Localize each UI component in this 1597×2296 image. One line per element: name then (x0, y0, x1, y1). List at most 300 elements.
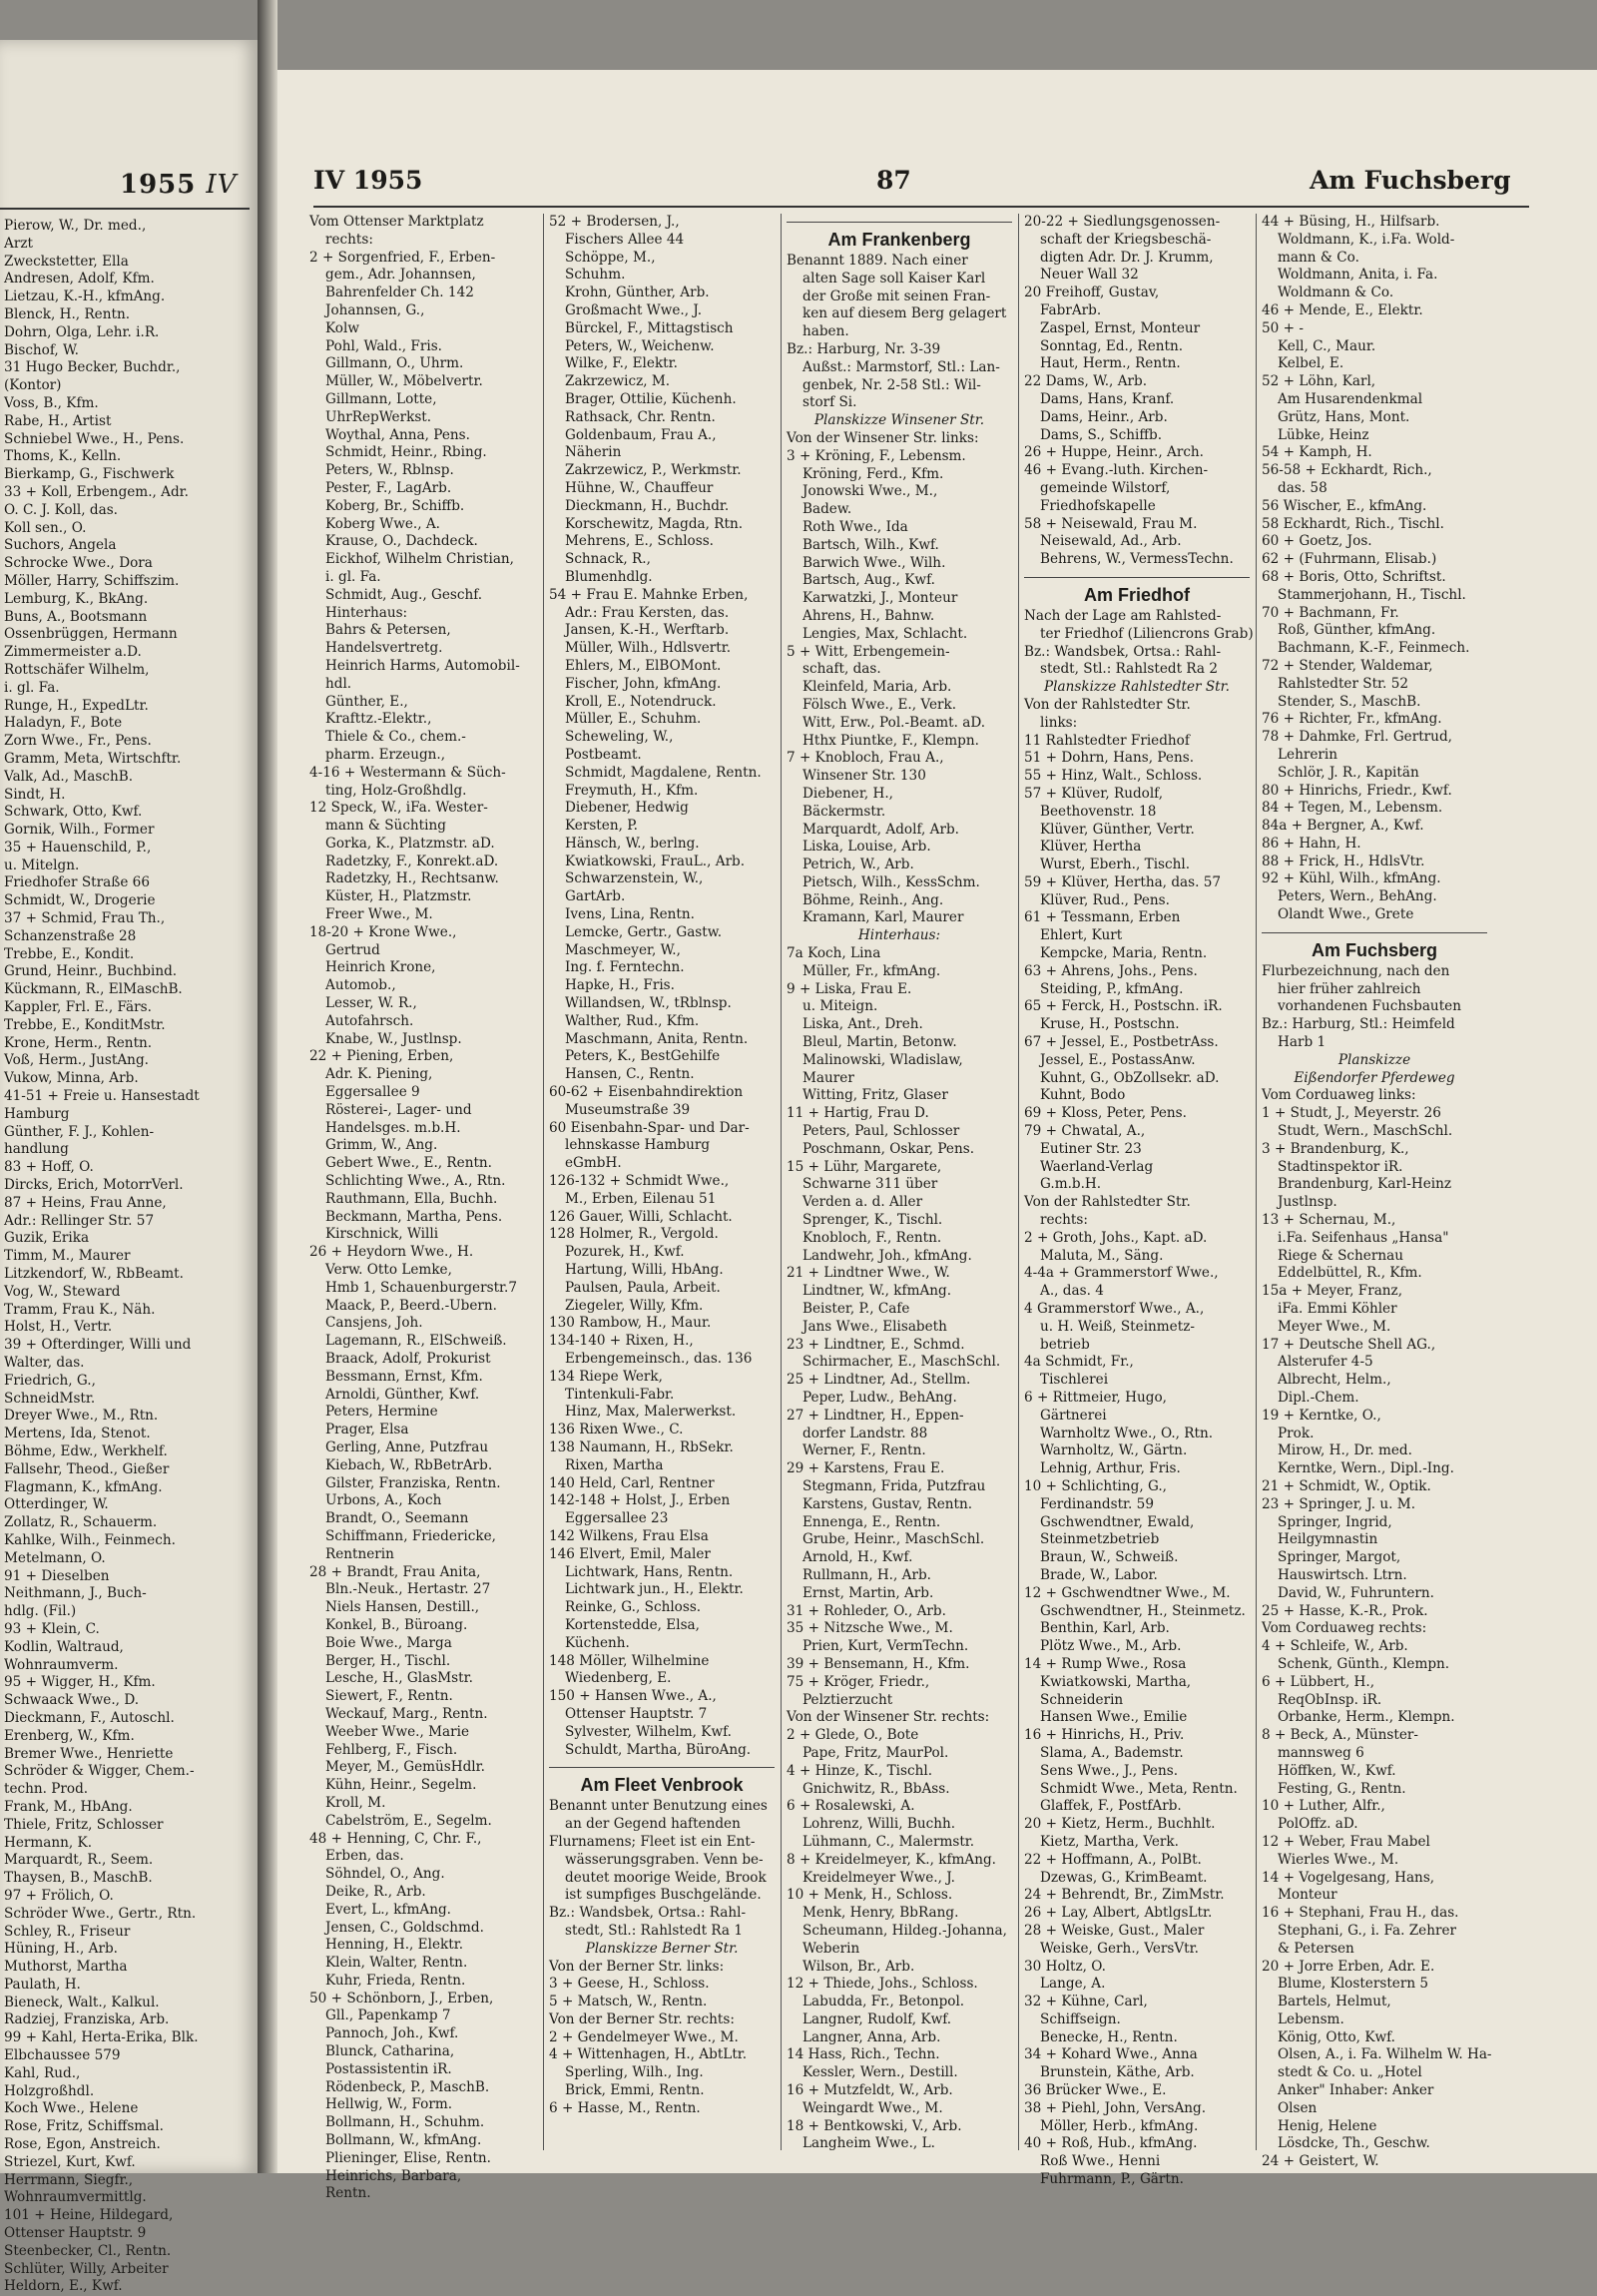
directory-entry: Mirow, H., Dr. med. (1278, 1442, 1412, 1459)
directory-entry: FabrArb. (1040, 301, 1102, 318)
directory-entry: Karstens, Gustav, Rentn. (802, 1495, 973, 1512)
directory-entry: Niels Hansen, Destill., (325, 1599, 480, 1616)
directory-entry: Bäckermstr. (802, 803, 886, 820)
directory-entry: Schiffseign. (1040, 2010, 1121, 2027)
directory-entry: Küster, H., Platzmstr. (325, 888, 472, 905)
directory-entry: 146 Elvert, Emil, Maler (549, 1545, 711, 1562)
directory-entry: Schrocke Wwe., Dora (4, 555, 153, 572)
directory-entry: Radetzky, H., Rechtsanw. (325, 870, 499, 887)
directory-entry: 79 + Chwatal, A., (1024, 1123, 1146, 1140)
directory-entry: Krafttz.-Elektr., (325, 711, 432, 728)
directory-entry: Bz.: Harburg, Stl.: Heimfeld (1262, 1016, 1455, 1033)
directory-entry: Weeber Wwe., Marie (325, 1723, 470, 1740)
directory-entry: PolOffz. aD. (1278, 1816, 1358, 1833)
directory-entry: Poschmann, Oskar, Pens. (802, 1140, 975, 1157)
directory-entry: Bessmann, Ernst, Kfm. (325, 1368, 483, 1385)
directory-entry: 6 + Rittmeier, Hugo, (1024, 1390, 1167, 1406)
directory-entry: Tischlerei (1040, 1372, 1109, 1389)
directory-entry: Langner, Rudolf, Kwf. (802, 2010, 952, 2027)
directory-entry: Peters, K., BestGehilfe (565, 1048, 721, 1065)
directory-entry: Kelbel, E. (1278, 355, 1344, 372)
directory-entry: Dieckmann, H., Buchdr. (565, 497, 730, 514)
directory-entry: 50 + Schönborn, J., Erben, (309, 1990, 494, 2007)
directory-entry: Brandenburg, Karl-Heinz (1278, 1176, 1452, 1193)
directory-entry: Benannt unter Benutzung eines (549, 1798, 768, 1815)
street-heading: Am Fuchsberg (1262, 932, 1487, 963)
directory-entry: Braun, W., Schweiß. (1040, 1549, 1179, 1566)
directory-entry: Meyer Wwe., M. (1278, 1318, 1391, 1335)
directory-entry: hier früher zahlreich (1278, 980, 1421, 997)
directory-entry: Bieneck, Walt., Kalkul. (4, 1994, 160, 2010)
directory-entry: Monteur (1278, 1887, 1337, 1904)
directory-entry: 4 + Hinze, K., Tischl. (787, 1762, 933, 1779)
directory-entry: 14 + Vogelgesang, Hans, (1262, 1869, 1435, 1886)
directory-entry: 7 + Knobloch, Frau A., (787, 750, 944, 767)
directory-entry: Neisewald, Ad., Arb. (1040, 533, 1182, 550)
directory-entry: Ahrens, H., Bahnw. (802, 607, 935, 624)
directory-entry: 22 Dams, W., Arb. (1024, 373, 1148, 390)
directory-entry: Brager, Ottilie, Küchenh. (565, 390, 737, 407)
directory-entry: Pester, F., LagArb. (325, 479, 452, 496)
directory-entry: 20 + Jorre Erben, Adr. E. (1262, 1958, 1435, 1975)
left-header-year: 1955 (120, 170, 197, 200)
directory-entry: 126 Gauer, Willi, Schlacht. (549, 1208, 733, 1225)
directory-entry: 28 + Weiske, Gust., Maler (1024, 1922, 1205, 1939)
directory-entry: Paulsen, Paula, Arbeit. (565, 1279, 721, 1296)
directory-entry: Landwehr, Joh., kfmAng. (802, 1247, 972, 1264)
directory-entry: Fallsehr, Theod., Gießer (4, 1460, 170, 1477)
directory-entry: Koll sen., O. (4, 519, 87, 536)
directory-entry: Bz.: Wandsbek, Ortsa.: Rahl- (1024, 643, 1222, 660)
directory-entry: Konkel, B., Büroang. (325, 1616, 468, 1633)
directory-entry: Rahlstedter Str. 52 (1278, 675, 1408, 692)
directory-entry: Freer Wwe., M. (325, 906, 433, 923)
directory-entry: storf Si. (802, 394, 857, 411)
directory-entry: 126-132 + Schmidt Wwe., (549, 1173, 730, 1190)
directory-entry: Ossenbrüggen, Hermann (4, 626, 178, 643)
directory-entry: Stephani, G., i. Fa. Zehrer (1278, 1922, 1456, 1939)
directory-entry: Gornik, Wilh., Former (4, 822, 155, 839)
directory-entry: 57 + Klüver, Rudolf, (1024, 785, 1164, 802)
directory-entry: 76 + Richter, Fr., kfmAng. (1262, 711, 1442, 728)
directory-entry: SchneidMstr. (4, 1390, 96, 1407)
directory-entry: 44 + Büsing, H., Hilfsarb. (1262, 214, 1440, 230)
directory-entry: 99 + Kahl, Herta-Erika, Blk. (4, 2029, 199, 2046)
directory-entry: Cabelström, E., Segelm. (325, 1812, 492, 1829)
directory-entry: Bürckel, F., Mittagstisch (565, 319, 734, 336)
directory-entry: Benannt 1889. Nach einer (787, 253, 968, 269)
directory-entry: der Große mit seinen Fran- (802, 287, 991, 304)
directory-entry: Gorka, K., Platzmstr. aD. (325, 835, 495, 852)
directory-entry: 16 + Hinrichs, H., Priv. (1024, 1727, 1185, 1744)
directory-entry: Kappler, Frl. E., Färs. (4, 999, 152, 1016)
directory-entry: Dreyer Wwe., M., Rtn. (4, 1408, 159, 1425)
directory-entry: 27 + Lindtner, H., Eppen- (787, 1407, 964, 1424)
directory-entry: ReqObInsp. iR. (1278, 1691, 1382, 1708)
directory-entry: Bremer Wwe., Henriette (4, 1745, 174, 1762)
directory-entry: Kuhnt, Bodo (1040, 1087, 1126, 1104)
directory-entry: Sylvester, Wilhelm, Kwf. (565, 1723, 732, 1740)
directory-entry: 140 Held, Carl, Rentner (549, 1474, 715, 1491)
directory-entry: Riege & Schernau (1278, 1247, 1403, 1264)
section-note: Planskizze Berner Str. (585, 1940, 739, 1957)
directory-entry: Albrecht, Helm., (1278, 1372, 1391, 1389)
directory-entry: Roß Wwe., Henni (1040, 2153, 1161, 2170)
directory-entry: 148 Möller, Wilhelmine (549, 1652, 710, 1669)
directory-entry: Bz.: Wandsbek, Ortsa.: Rahl- (549, 1905, 747, 1922)
column-divider (1256, 214, 1257, 2150)
directory-entry: Pohl, Wald., Fris. (325, 337, 443, 354)
directory-entry: 8 + Kreidelmeyer, K., kfmAng. (787, 1851, 996, 1868)
directory-entry: 65 + Ferck, H., Postschn. iR. (1024, 998, 1223, 1015)
directory-entry: 52 + Brodersen, J., (549, 214, 680, 230)
directory-entry: Langheim Wwe., L. (802, 2135, 935, 2152)
directory-entry: Trebbe, E., Kondit. (4, 945, 135, 962)
directory-entry: iFa. Emmi Köhler (1278, 1301, 1397, 1318)
directory-entry: Adr.: Rellinger Str. 57 (4, 1212, 155, 1229)
directory-entry: 10 + Schlichting, G., (1024, 1477, 1167, 1494)
directory-entry: 18-20 + Krone Wwe., (309, 923, 457, 940)
directory-entry: Koch Wwe., Helene (4, 2100, 139, 2117)
directory-entry: (Kontor) (4, 377, 62, 394)
directory-column-5 (1262, 214, 1492, 2171)
left-page (0, 40, 258, 2295)
directory-entry: Schanzenstraße 28 (4, 927, 137, 944)
directory-entry: 10 + Luther, Alfr., (1262, 1798, 1385, 1815)
directory-entry: 11 + Hartig, Frau D. (787, 1105, 929, 1122)
directory-entry: Blume, Klosterstern 5 (1278, 1976, 1429, 1993)
directory-entry: Metelmann, O. (4, 1549, 106, 1566)
directory-entry: Vom Corduaweg links: (1262, 1087, 1416, 1104)
directory-entry: 14 Hass, Rich., Techn. (787, 2046, 940, 2063)
directory-entry: Kleinfeld, Maria, Arb. (802, 679, 952, 696)
directory-entry: Ing. f. Ferntechn. (565, 959, 685, 976)
directory-entry: 128 Holmer, R., Vergold. (549, 1226, 719, 1243)
directory-entry: 11 Rahlstedter Friedhof (1024, 732, 1190, 749)
directory-entry: Kreidelmeyer Wwe., J. (802, 1869, 955, 1886)
directory-entry: Eddelbüttel, R., Kfm. (1278, 1265, 1422, 1282)
directory-entry: Postassistentin iR. (325, 2060, 452, 2077)
directory-entry: Anker" Inhaber: Anker (1278, 2082, 1434, 2099)
directory-entry: Behrens, W., VermessTechn. (1040, 551, 1234, 568)
directory-entry: 46 + Evang.-luth. Kirchen- (1024, 462, 1209, 479)
directory-entry: Schwaack Wwe., D. (4, 1692, 140, 1709)
directory-entry: alten Sage soll Kaiser Karl (802, 270, 986, 287)
directory-entry: Handelsvertretg. (325, 640, 443, 657)
directory-entry: Kessler, Wern., Destill. (802, 2064, 958, 2081)
directory-entry: Ziegeler, Willy, Kfm. (565, 1297, 704, 1314)
directory-entry: eGmbH. (565, 1155, 622, 1172)
directory-entry: 75 + Kröger, Friedr., (787, 1673, 930, 1690)
directory-entry: Siewert, F., Rentn. (325, 1688, 453, 1705)
directory-entry: Gillmann, Lotte, (325, 390, 437, 407)
column-divider (543, 214, 544, 2150)
directory-entry: an der Gegend haftenden (565, 1816, 741, 1833)
directory-entry: Lindtner, W., kfmAng. (802, 1283, 952, 1300)
directory-entry: Schwarne 311 über (802, 1176, 938, 1193)
directory-entry: hdlg. (Fil.) (4, 1603, 77, 1620)
directory-entry: G.m.b.H. (1040, 1176, 1102, 1193)
directory-entry: Jensen, C., Goldschmd. (325, 1919, 484, 1936)
directory-entry: Adr.: Frau Kersten, das. (565, 604, 730, 621)
directory-entry: Gärtnerei (1040, 1407, 1107, 1424)
column-divider (781, 214, 782, 2150)
directory-entry: Orbanke, Herm., Klempn. (1278, 1709, 1455, 1726)
directory-entry: Karwatzki, J., Monteur (802, 590, 958, 607)
directory-entry: Schlör, J. R., Kapitän (1278, 764, 1419, 781)
directory-entry: schaft, das. (802, 661, 881, 678)
directory-entry: Ottenser Hauptstr. 7 (565, 1705, 708, 1722)
directory-entry: 83 + Hoff, O. (4, 1159, 94, 1176)
right-header-street: Am Fuchsberg (1310, 166, 1511, 195)
directory-entry: 20-22 + Siedlungsgenossen- (1024, 214, 1221, 230)
directory-entry: Hellwig, W., Form. (325, 2096, 453, 2113)
directory-entry: M., Erben, Eilenau 51 (565, 1190, 717, 1207)
directory-entry: 136 Rixen Wwe., C. (549, 1422, 684, 1438)
directory-entry: Zakrzewicz, M. (565, 373, 671, 390)
directory-entry: Bartsch, Wilh., Kwf. (802, 536, 939, 553)
directory-entry: 95 + Wigger, H., Kfm. (4, 1674, 156, 1691)
directory-entry: Haladyn, F., Bote (4, 715, 123, 732)
directory-entry: Petrich, W., Arb. (802, 857, 914, 873)
directory-entry: Fischer, John, kfmAng. (565, 675, 722, 692)
directory-entry: Bleul, Martin, Betonw. (802, 1034, 957, 1051)
directory-entry: Heinrich Krone, (325, 959, 436, 976)
directory-entry: Kühn, Heinr., Segelm. (325, 1777, 477, 1794)
directory-entry: Dams, S., Schiffb. (1040, 426, 1163, 443)
directory-entry: Kempcke, Maria, Rentn. (1040, 945, 1208, 962)
directory-entry: Suchors, Angela (4, 537, 117, 554)
section-note: Planskizze Winsener Str. (813, 412, 985, 429)
directory-entry: 84a + Bergner, A., Kwf. (1262, 818, 1424, 835)
directory-entry: ting, Holz-Großhdlg. (325, 782, 467, 799)
directory-entry: 97 + Frölich, O. (4, 1887, 114, 1904)
directory-entry: 4 Grammerstorf Wwe., A., (1024, 1301, 1205, 1318)
directory-entry: 138 Naumann, H., RbSekr. (549, 1438, 734, 1455)
section-note: Hinterhaus: (857, 927, 941, 944)
directory-entry: Großmacht Wwe., J. (565, 301, 703, 318)
directory-entry: Woythal, Anna, Pens. (325, 426, 470, 443)
directory-entry: Friedhofskapelle (1040, 497, 1156, 514)
directory-entry: Peters, W., Weichenw. (565, 337, 715, 354)
directory-entry: 15 + Lühr, Margarete, (787, 1158, 942, 1175)
directory-entry: Lietzau, K.-H., kfmAng. (4, 288, 166, 305)
directory-entry: Pelztierzucht (802, 1691, 893, 1708)
directory-entry: Lübke, Heinz (1278, 426, 1369, 443)
directory-entry: digten Adr. Dr. J. Krumm, (1040, 249, 1214, 266)
directory-entry: Rathsack, Chr. Rentn. (565, 408, 716, 425)
directory-entry: 8 + Beck, A., Münster- (1262, 1727, 1418, 1744)
directory-entry: Günther, F. J., Kohlen- (4, 1123, 155, 1140)
directory-entry: genbek, Nr. 2-58 Stl.: Wil- (802, 376, 981, 393)
directory-entry: Menk, Henry, BbRang. (802, 1905, 959, 1922)
directory-entry: Zweckstetter, Ella (4, 253, 129, 270)
directory-entry: Pietsch, Wilh., KessSchm. (802, 873, 980, 890)
directory-entry: Labudda, Fr., Betonpol. (802, 1994, 965, 2010)
directory-entry: hdl. (325, 675, 352, 692)
directory-entry: Olsen, A., i. Fa. Wilhelm W. Ha- (1278, 2046, 1492, 2063)
directory-entry: Hüning, H., Arb. (4, 1941, 118, 1958)
directory-entry: 16 + Stephani, Frau H., das. (1262, 1905, 1459, 1922)
directory-entry: 56 Wischer, E., kfmAng. (1262, 497, 1427, 514)
directory-entry: 4-16 + Westermann & Süch- (309, 764, 506, 781)
directory-entry: u. Miteign. (802, 998, 878, 1015)
directory-entry: Koberg, Br., Schiffb. (325, 497, 465, 514)
directory-entry: Langner, Anna, Arb. (802, 2028, 941, 2045)
directory-entry: Justlnsp. (1278, 1194, 1337, 1211)
directory-entry: Guzik, Erika (4, 1230, 90, 1247)
directory-entry: Neithmann, J., Buch- (4, 1585, 147, 1602)
directory-entry: Bz.: Harburg, Nr. 3-39 (787, 340, 941, 357)
directory-entry: Springer, Ingrid, (1278, 1513, 1392, 1530)
directory-entry: Plieninger, Elise, Rentn. (325, 2149, 491, 2166)
section-note: Planskizze Rahlstedter Str. (1044, 679, 1230, 696)
directory-entry: Gramm, Meta, Wirtschftr. (4, 750, 182, 767)
directory-entry: Ferdinandstr. 59 (1040, 1495, 1154, 1512)
directory-entry: 150 + Hansen Wwe., A., (549, 1688, 717, 1705)
directory-entry: Litzkendorf, W., RbBeamt. (4, 1266, 184, 1283)
directory-entry: Heinrich Harms, Automobil- (325, 657, 520, 674)
directory-entry: Kwiatkowski, Martha, (1040, 1673, 1192, 1690)
directory-entry: Adr. K. Piening, (325, 1066, 433, 1083)
directory-entry: Runge, H., ExpedLtr. (4, 697, 149, 714)
directory-entry: Barwich Wwe., Wilh. (802, 554, 946, 571)
directory-entry: Rullmann, H., Arb. (802, 1566, 931, 1583)
directory-entry: Jansen, K.-H., Werftarb. (565, 622, 730, 639)
directory-entry: 5 + Witt, Erbengemein- (787, 643, 950, 660)
directory-entry: Deike, R., Arb. (325, 1883, 426, 1900)
directory-entry: Schmidt, W., Drogerie (4, 892, 156, 909)
directory-entry: 19 + Kerntke, O., (1262, 1407, 1381, 1424)
directory-entry: 41-51 + Freie u. Hansestadt (4, 1088, 200, 1105)
directory-entry: Höffken, W., Kwf. (1278, 1762, 1396, 1779)
directory-entry: Johannsen, G., (325, 301, 425, 318)
directory-entry: 63 + Ahrens, Johs., Pens. (1024, 962, 1198, 979)
directory-entry: Gilster, Franziska, Rentn. (325, 1474, 501, 1491)
directory-entry: 9 + Liska, Frau E. (787, 980, 912, 997)
directory-entry: Schneiderin (1040, 1691, 1124, 1708)
directory-entry: Eickhof, Wilhelm Christian, (325, 551, 515, 568)
directory-entry: Reinke, G., Schloss. (565, 1599, 702, 1616)
directory-entry: Ivens, Lina, Rentn. (565, 906, 695, 923)
directory-entry: 4a Schmidt, Fr., (1024, 1354, 1134, 1371)
directory-entry: Meyer, M., GemüsHdlr. (325, 1759, 485, 1776)
directory-entry: Böhme, Reinh., Ang. (802, 891, 944, 908)
directory-entry: Schmidt, Heinr., Rbing. (325, 444, 487, 461)
section-note: Eißendorfer Pferdeweg (1294, 1069, 1455, 1086)
directory-entry: Dams, Hans, Kranf. (1040, 390, 1175, 407)
directory-entry: Zorn Wwe., Fr., Pens. (4, 733, 152, 750)
directory-entry: Brandt, O., Seemann (325, 1510, 469, 1527)
directory-entry: Gillmann, O., Uhrm. (325, 355, 464, 372)
directory-entry: 23 + Springer, J. u. M. (1262, 1495, 1416, 1512)
street-heading: Am Fleet Venbrook (549, 1767, 775, 1798)
directory-entry: haben. (802, 323, 849, 340)
directory-entry: 16 + Mutzfeldt, W., Arb. (787, 2082, 953, 2099)
directory-entry: 142 Wilkens, Frau Elsa (549, 1527, 709, 1544)
directory-entry: Evert, L., kfmAng. (325, 1901, 451, 1918)
directory-entry: Bahrenfelder Ch. 142 (325, 285, 474, 301)
directory-entry: 22 + Hoffmann, A., PolBt. (1024, 1851, 1202, 1868)
directory-entry: Brade, W., Labor. (1040, 1566, 1158, 1583)
directory-entry: Hänsch, W., berlng. (565, 835, 700, 852)
directory-entry: 62 + (Fuhrmann, Elisab.) (1262, 551, 1437, 568)
directory-entry: Schley, R., Friseur (4, 1923, 131, 1940)
directory-entry: A., das. 4 (1040, 1283, 1104, 1300)
directory-entry: stedt & Co. u. „Hotel (1278, 2064, 1422, 2081)
directory-entry: Waerland-Verlag (1040, 1158, 1154, 1175)
directory-entry: Hühne, W., Chauffeur (565, 479, 714, 496)
directory-entry: Blenck, H., Rentn. (4, 305, 131, 322)
directory-entry: Dircks, Erich, MotorrVerl. (4, 1177, 184, 1194)
directory-entry: Kuhr, Frieda, Rentn. (325, 1972, 466, 1989)
directory-entry: Hinterhaus: (325, 604, 408, 621)
directory-entry: Koberg Wwe., A. (325, 515, 440, 532)
directory-entry: Knobloch, F., Rentn. (802, 1229, 942, 1246)
directory-entry: Kolw (325, 319, 359, 336)
directory-entry: Söhndel, O., Ang. (325, 1866, 445, 1883)
directory-entry: GartArb. (565, 888, 626, 905)
directory-entry: Scheweling, W., (565, 729, 674, 746)
directory-entry: 14 + Rump Wwe., Rosa (1024, 1655, 1187, 1672)
right-header-year: IV 1955 (313, 166, 423, 195)
directory-entry: deutet moorige Weide, Brook (565, 1869, 767, 1886)
directory-entry: 39 + Ofterdinger, Willi und (4, 1337, 192, 1354)
street-heading: Am Friedhof (1024, 577, 1250, 608)
directory-entry: Verden a. d. Aller (802, 1194, 923, 1211)
directory-entry: Wohnraumverm. (4, 1656, 119, 1673)
directory-entry: Sindt, H. (4, 786, 66, 803)
directory-entry: Stammerjohann, H., Tischl. (1278, 586, 1466, 603)
directory-entry: Thiele & Co., chem.- (325, 729, 466, 746)
directory-entry: i. gl. Fa. (325, 568, 381, 585)
directory-entry: 56-58 + Eckhardt, Rich., (1262, 462, 1432, 479)
directory-entry: 54 + Frau E. Mahnke Erben, (549, 586, 749, 603)
directory-entry: Blumenhdlg. (565, 568, 653, 585)
directory-entry: stedt, Stl.: Rahlstedt Ra 1 (565, 1922, 743, 1939)
directory-entry: Badew. (802, 501, 852, 518)
directory-entry: Pannoch, Joh., Kwf. (325, 2025, 459, 2042)
directory-entry: Braack, Adolf, Prokurist (325, 1351, 491, 1367)
directory-entry: Zollatz, R., Schauerm. (4, 1514, 158, 1531)
directory-entry: 36 Brücker Wwe., E. (1024, 2082, 1167, 2099)
directory-entry: Lemcke, Gertr., Gastw. (565, 923, 723, 940)
directory-entry: Alsterufer 4-5 (1278, 1354, 1373, 1371)
directory-entry: Mehrens, E., Schloss. (565, 533, 715, 550)
right-page (277, 70, 1597, 2202)
directory-entry: 17 + Deutsche Shell AG., (1262, 1336, 1436, 1353)
directory-entry: Witt, Erw., Pol.-Beamt. aD. (802, 714, 986, 731)
directory-entry: Freymuth, H., Kfm. (565, 782, 699, 799)
directory-entry: Benthin, Karl, Arb. (1040, 1620, 1170, 1637)
directory-entry: Hthx Piuntke, F., Klempn. (802, 732, 979, 749)
directory-entry: Kell, C., Maur. (1278, 337, 1376, 354)
directory-entry: Heinrichs, Barbara, (325, 2167, 462, 2184)
directory-entry: Hermann, K. (4, 1834, 93, 1851)
directory-entry: Steinmetzbetrieb (1040, 1531, 1160, 1548)
directory-entry: Wurst, Eberh., Tischl. (1040, 857, 1191, 873)
directory-entry: Steenbecker, Cl., Rentn. (4, 2242, 172, 2259)
directory-entry: Weiske, Gerh., VersVtr. (1040, 1940, 1199, 1957)
left-page-header (120, 170, 237, 200)
directory-entry: Schmidt Wwe., Meta, Rentn. (1040, 1780, 1238, 1797)
directory-entry: 4-4a + Grammerstorf Wwe., (1024, 1265, 1219, 1282)
directory-entry: Winsener Str. 130 (802, 768, 926, 785)
directory-entry: Am Husarendenkmal (1278, 390, 1423, 407)
directory-entry: Bln.-Neuk., Hertastr. 27 (325, 1581, 491, 1598)
directory-entry: 51 + Dohrn, Hans, Pens. (1024, 750, 1195, 767)
directory-entry: Beethovenstr. 18 (1040, 803, 1157, 820)
